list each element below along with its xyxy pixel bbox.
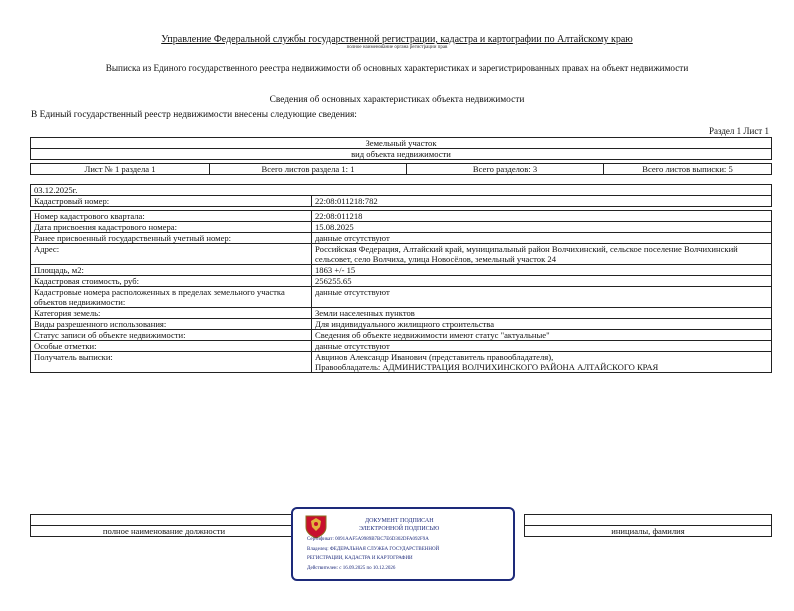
agency-caption: полное наименование органа регистрации прав [346,45,448,50]
extract-title: Выписка из Единого государственного реестра недвижимости об основных характеристиках и зарегистрированных правах на объект недвижимости [105,63,689,73]
row-label: Площадь, м2: [31,265,312,276]
coat-of-arms-icon [303,513,329,539]
stamp-certificate: Сертификат: 0091AAF5A9989B7BC7E6D302DFA092F9A [307,537,429,542]
row-value: Российская Федерация, Алтайский край, муниципальный район Волчихинский, сельское поселение Волчихинский сельсовет, село Волчиха, улица Новосёлов, земельный участок 24 [312,244,772,265]
row-value: 256255.65 [312,276,772,287]
row-value: Для индивидуального жилищного строительства [312,319,772,330]
table-row [31,222,772,233]
table-row [31,211,772,222]
row-label: Дата присвоения кадастрового номера: [31,222,312,233]
sheets-in-section: Всего листов раздела 1: 1 [210,164,407,175]
table-row [31,330,772,341]
row-label: Кадастровая стоимость, руб: [31,276,312,287]
row-value: 1863 +/- 15 [312,265,772,276]
row-value: Земли населенных пунктов [312,308,772,319]
row-value-line-2: Правообладатель: АДМИНИСТРАЦИЯ ВОЛЧИХИНСКОГО РАЙОНА АЛТАЙСКОГО КРАЯ [315,362,659,372]
table-row [31,196,772,207]
row-label: Виды разрешенного использования: [31,319,312,330]
row-label: Номер кадастрового квартала: [31,211,312,222]
signature-initials-label: инициалы, фамилия [525,526,772,537]
stamp-title-2: ЭЛЕКТРОННОЙ ПОДПИСЬЮ [359,526,440,532]
row-label: Кадастровые номера расположенных в пределах земельного участка объектов недвижимости: [31,287,312,308]
row-value: Сведения об объекте недвижимости имеют статус "актуальные" [312,330,772,341]
row-label: Адрес: [31,244,312,265]
object-type-caption: вид объекта недвижимости [31,149,772,160]
row-value [312,352,772,373]
row-value: данные отсутствуют [312,341,772,352]
table-row [31,341,772,352]
intro-text: В Единый государственный реестр недвижимости внесены следующие сведения: [31,110,357,120]
agency-name: Управление Федеральной службы государственной регистрации, кадастра и картографии по Алтайскому краю [161,34,633,45]
table-row [31,308,772,319]
section-title: Сведения об основных характеристиках объекта недвижимости [269,95,525,105]
signature-position-label: полное наименование должности [31,526,298,537]
row-value-line-1: Авцинов Александр Иванович (представитель правообладателя), [315,352,554,362]
sheets-total: Всего листов выписки: 5 [604,164,772,175]
row-value: 22:08:011218:782 [312,196,772,207]
signature-position-value [31,515,298,526]
row-value: 15.08.2025 [312,222,772,233]
object-type: Земельный участок [31,138,772,149]
table-row [31,319,772,330]
table-row [31,244,772,265]
table-row [31,352,772,373]
signature-initials-value [525,515,772,526]
row-label: Кадастровый номер: [31,196,312,207]
extract-date: 03.12.2025г. [31,185,772,196]
section-reference: Раздел 1 Лист 1 [708,126,769,136]
row-value: данные отсутствуют [312,287,772,308]
row-value: данные отсутствуют [312,233,772,244]
stamp-owner-2: РЕГИСТРАЦИИ, КАДАСТРА И КАРТОГРАФИИ [307,556,413,561]
row-label: Статус записи об объекте недвижимости: [31,330,312,341]
sections-total: Всего разделов: 3 [407,164,604,175]
table-row [31,276,772,287]
object-details-table [30,184,772,373]
row-value: 22:08:011218 [312,211,772,222]
electronic-signature-stamp [291,507,515,581]
sheet-number: Лист № 1 раздела 1 [31,164,210,175]
table-row [31,265,772,276]
row-label: Получатель выписки: [31,352,312,373]
stamp-valid: Действителен: с 16.09.2025 по 10.12.2026 [307,566,396,571]
row-label: Ранее присвоенный государственный учетный номер: [31,233,312,244]
row-label: Особые отметки: [31,341,312,352]
table-row [31,287,772,308]
object-header-table [30,137,772,175]
row-label: Категория земель: [31,308,312,319]
stamp-owner-1: Владелец: ФЕДЕРАЛЬНАЯ СЛУЖБА ГОСУДАРСТВЕННОЙ [307,547,440,552]
stamp-title-1: ДОКУМЕНТ ПОДПИСАН [365,518,434,524]
table-row [31,233,772,244]
